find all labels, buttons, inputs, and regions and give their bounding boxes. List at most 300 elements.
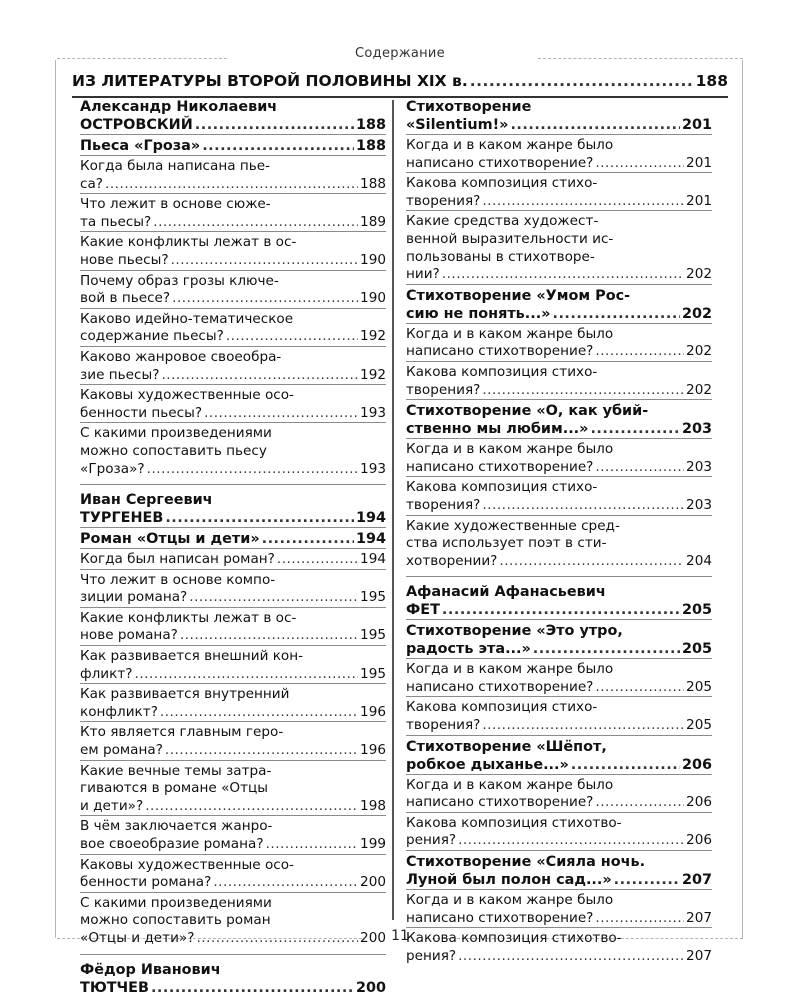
toc-entry-last-line: [80, 328, 386, 346]
toc-entry[interactable]: [80, 760, 386, 816]
entry-title: творения?: [406, 192, 481, 209]
toc-entry-line: [406, 661, 712, 679]
toc-heading[interactable]: [406, 96, 712, 134]
toc-entry-line: [80, 443, 386, 461]
toc-heading[interactable]: [80, 527, 386, 548]
toc-entry-line: [80, 158, 386, 176]
leader-dots: [160, 704, 358, 722]
toc-entry-line: [80, 895, 386, 913]
entry-text: Какие конфликты лежат в ос-: [80, 234, 297, 251]
entry-text: Как развивается внешний кон-: [80, 648, 304, 665]
entry-title: рения?: [406, 947, 457, 964]
toc-entry-line: [80, 961, 386, 979]
toc-entry[interactable]: [406, 515, 712, 571]
toc-entry[interactable]: [80, 721, 386, 759]
leader-dots: [277, 551, 358, 569]
toc-entry-line: [80, 273, 386, 291]
leader-dots: [470, 68, 694, 94]
toc-entry-line: [80, 857, 386, 875]
entry-page: 195: [360, 627, 386, 644]
entry-title: фликт?: [80, 665, 133, 682]
leader-dots: [595, 343, 684, 361]
toc-entry-line: [80, 572, 386, 590]
entry-page: 195: [360, 589, 386, 606]
entry-text: можно сопоставить роман: [80, 912, 271, 929]
toc-heading[interactable]: [406, 576, 712, 619]
entry-page: 202: [681, 305, 712, 322]
entry-title: зиции романа?: [80, 589, 188, 606]
entry-text: Кто является главным геро-: [80, 724, 284, 741]
entry-text: венной выразительности ис-: [406, 230, 614, 247]
entry-page: 207: [686, 909, 712, 926]
leader-dots: [571, 756, 680, 774]
toc-entry[interactable]: [406, 812, 712, 850]
entry-text: Когда и в каком жанре было: [406, 661, 614, 678]
toc-entry[interactable]: [406, 658, 712, 696]
section-banner[interactable]: [72, 68, 728, 98]
leader-dots: [266, 836, 358, 854]
entry-text: В чём заключается жанро-: [80, 818, 273, 835]
toc-entry[interactable]: [406, 323, 712, 361]
leader-dots: [510, 116, 680, 134]
leader-dots: [202, 137, 354, 155]
toc-entry[interactable]: [80, 569, 386, 607]
entry-page: 201: [681, 117, 712, 133]
leader-dots: [226, 328, 358, 346]
toc-entry-line: [406, 326, 712, 344]
entry-title: бенности пьесы?: [80, 404, 203, 421]
entry-page: 189: [360, 213, 386, 230]
entry-page: 195: [360, 665, 386, 682]
toc-entry-line: [406, 402, 712, 420]
entry-page: 194: [355, 510, 386, 527]
entry-text: Как развивается внутренний: [80, 686, 290, 703]
toc-entry-last-line: [80, 290, 386, 308]
entry-title: зие пьесы?: [80, 366, 160, 383]
leader-dots: [195, 116, 354, 134]
leader-dots: [204, 405, 358, 423]
toc-entry-line: [406, 535, 712, 553]
toc-entry-line: [80, 648, 386, 666]
entry-text: Когда и в каком жанре было: [406, 441, 614, 458]
toc-entry[interactable]: [406, 774, 712, 812]
entry-page: 206: [681, 756, 712, 773]
leader-dots: [482, 193, 684, 211]
toc-entry-last-line: [406, 756, 712, 774]
entry-page: 201: [686, 192, 712, 209]
toc-heading[interactable]: [80, 484, 386, 527]
leader-dots: [213, 874, 358, 892]
entry-page: 205: [681, 602, 712, 619]
toc-entry[interactable]: [406, 172, 712, 210]
toc-entry[interactable]: [80, 422, 386, 478]
leader-dots: [153, 214, 358, 232]
entry-text: гиваются в романе «Отцы: [80, 780, 269, 797]
entry-text: Когда и в каком жанре было: [406, 137, 614, 153]
column-divider: [392, 100, 394, 920]
entry-text: С какими произведениями: [80, 425, 272, 442]
entry-text: Каковы художественные осо-: [80, 387, 294, 404]
toc-entry-line: [406, 213, 712, 231]
toc-entry-line: [80, 491, 386, 509]
entry-text: С какими произведениями: [80, 894, 272, 911]
entry-text: Какова композиция стихо-: [406, 699, 598, 716]
entry-text: Каково жанровое своеобра-: [80, 348, 282, 365]
leader-dots: [595, 459, 684, 477]
entry-text: Какие средства художест-: [406, 213, 599, 230]
entry-text: Когда и в каком жанре было: [406, 325, 614, 342]
entry-text: ства использует поэт в сти-: [406, 535, 607, 552]
entry-title: сию не понять...»: [406, 305, 551, 322]
toc-entry-last-line: [80, 798, 386, 816]
toc-entry-last-line: [80, 116, 386, 134]
leader-dots: [105, 176, 358, 194]
leader-dots: [595, 910, 684, 928]
entry-title: ФЕТ: [406, 602, 440, 619]
toc-entry-last-line: [80, 509, 386, 527]
leader-dots: [595, 679, 684, 697]
toc-entry-last-line: [406, 640, 712, 658]
toc-entry[interactable]: [80, 193, 386, 231]
toc-entry-line: [406, 98, 712, 116]
entry-text: Когда и в каком жанре было: [406, 776, 614, 793]
toc-entry-last-line: [406, 266, 712, 284]
entry-title: написано стихотворение?: [406, 154, 594, 171]
entry-page: 193: [360, 460, 386, 477]
entry-page: 188: [360, 175, 386, 192]
entry-title: написано стихотворение?: [406, 678, 594, 695]
toc-entry-last-line: [406, 832, 712, 850]
toc-entry-last-line: [80, 137, 386, 155]
entry-page: 196: [360, 703, 386, 720]
entry-title: нове пьесы?: [80, 251, 169, 268]
entry-page: 200: [360, 874, 386, 891]
toc-entry-line: [80, 311, 386, 329]
toc-entry-last-line: [80, 589, 386, 607]
entry-page: 205: [681, 641, 712, 658]
toc-entry-last-line: [406, 382, 712, 400]
toc-heading[interactable]: [406, 735, 712, 774]
entry-text: Когда была написана пье-: [80, 158, 271, 174]
toc-entry-last-line: [406, 717, 712, 735]
leader-dots: [499, 553, 684, 571]
entry-title: написано стихотворение?: [406, 458, 594, 475]
entry-title: творения?: [406, 496, 481, 513]
entry-title: рения?: [406, 832, 457, 849]
toc-heading[interactable]: [80, 134, 386, 155]
toc-entry-last-line: [406, 794, 712, 812]
toc-entry-last-line: [406, 910, 712, 928]
toc-entry[interactable]: [406, 696, 712, 734]
entry-text: Что лежит в основе компо-: [80, 571, 276, 588]
toc-entry-line: [406, 364, 712, 382]
toc-heading[interactable]: [80, 96, 386, 134]
entry-page: 206: [686, 832, 712, 849]
entry-page: 205: [686, 717, 712, 734]
leader-dots: [482, 382, 684, 400]
toc-entry[interactable]: [80, 607, 386, 645]
section-banner-title: ИЗ ЛИТЕРАТУРЫ ВТОРОЙ ПОЛОВИНЫ XIX в.: [72, 72, 468, 90]
toc-heading[interactable]: [406, 399, 712, 438]
toc-entry[interactable]: [406, 889, 712, 927]
leader-dots: [442, 601, 680, 619]
leader-dots: [180, 627, 358, 645]
toc-entry[interactable]: [80, 155, 386, 193]
entry-text: Когда и в каком жанре было: [406, 892, 614, 909]
toc-entry-last-line: [406, 497, 712, 515]
entry-page: 207: [686, 947, 712, 964]
entry-text: Какова композиция стихотво-: [406, 930, 622, 947]
toc-entry-line: [80, 387, 386, 405]
leader-dots: [165, 742, 358, 760]
toc-entry-last-line: [406, 553, 712, 571]
toc-entry-last-line: [406, 601, 712, 619]
entry-text: Какие конфликты лежат в ос-: [80, 609, 297, 626]
toc-entry[interactable]: [80, 270, 386, 308]
entry-text: Стихотворение «Сияла ночь.: [406, 854, 646, 871]
toc-entry-line: [406, 738, 712, 756]
toc-entry-line: [80, 234, 386, 252]
entry-title: бенности романа?: [80, 874, 212, 891]
entry-page: 201: [686, 154, 712, 171]
entry-text: Какие вечные темы затра-: [80, 762, 272, 779]
entry-page: 204: [686, 552, 712, 569]
toc-entry-last-line: [80, 405, 386, 423]
entry-text: Какова композиция стихо-: [406, 175, 598, 192]
toc-entry[interactable]: [80, 683, 386, 721]
entry-page: 194: [355, 531, 386, 548]
entry-title: и дети»?: [80, 797, 144, 814]
entry-title: ТЮТЧЕВ: [80, 979, 149, 996]
toc-entry-last-line: [80, 530, 386, 548]
entry-page: 194: [360, 551, 386, 568]
toc-entry-last-line: [406, 679, 712, 697]
entry-page: 188: [355, 117, 386, 133]
entry-page: 203: [686, 496, 712, 513]
entry-page: 205: [686, 678, 712, 695]
toc-entry-line: [406, 231, 712, 249]
toc-entry-line: [406, 853, 712, 871]
toc-entry-last-line: [80, 461, 386, 479]
toc-entry-line: [406, 622, 712, 640]
entry-title: са?: [80, 175, 104, 192]
entry-page: 202: [686, 381, 712, 398]
entry-text: Стихотворение «Шёпот,: [406, 738, 607, 755]
leader-dots: [482, 717, 684, 735]
entry-title: ОСТРОВСКИЙ: [80, 117, 193, 133]
toc-entry[interactable]: [80, 231, 386, 269]
toc-entry[interactable]: [80, 346, 386, 384]
entry-page: 199: [360, 836, 386, 852]
leader-dots: [165, 509, 354, 527]
toc-entry-last-line: [80, 742, 386, 760]
toc-entry-last-line: [80, 214, 386, 232]
toc-entry-last-line: [80, 666, 386, 684]
leader-dots: [135, 666, 359, 684]
leader-dots: [189, 589, 358, 607]
entry-title: «Отцы и дети»?: [80, 929, 195, 946]
leader-dots: [171, 252, 358, 270]
toc-entry-line: [406, 441, 712, 459]
toc-entry-last-line: [80, 176, 386, 194]
leader-dots: [151, 979, 354, 997]
toc-entry-line: [80, 780, 386, 798]
section-banner-page: 188: [695, 72, 728, 90]
toc-entry-line: [406, 175, 712, 193]
toc-entry-line: [406, 518, 712, 536]
entry-text: Стихотворение «О, как убий-: [406, 403, 649, 420]
entry-page: 192: [360, 366, 386, 383]
entry-text: пользованы в стихотворе-: [406, 248, 595, 265]
leader-dots: [552, 305, 679, 323]
toc-entry[interactable]: [80, 384, 386, 422]
entry-title: ственно мы любим...»: [406, 421, 589, 438]
toc-heading[interactable]: [406, 619, 712, 658]
running-header: Содержание: [355, 46, 445, 61]
entry-title: та пьесы?: [80, 213, 152, 230]
toc-entry[interactable]: [406, 210, 712, 283]
toc-entry-last-line: [80, 704, 386, 722]
toc-entry-line: [80, 98, 386, 116]
entry-title: вое своеобразие романа?: [80, 836, 264, 852]
entry-page: 200: [360, 929, 386, 946]
entry-text: Александр Николаевич: [80, 99, 278, 115]
entry-text: Какова композиция стихо-: [406, 363, 598, 380]
entry-page: 190: [360, 290, 386, 307]
leader-dots: [482, 497, 684, 515]
toc-entry[interactable]: [406, 361, 712, 399]
entry-title: Луной был полон сад...»: [406, 872, 612, 889]
entry-title: хотворении?: [406, 552, 498, 569]
entry-text: Какие художественные сред-: [406, 517, 620, 534]
toc-entry-line: [406, 249, 712, 267]
toc-heading[interactable]: [80, 954, 386, 997]
toc-entry-line: [406, 137, 712, 155]
toc-entry-line: [406, 479, 712, 497]
entry-title: ТУРГЕНЕВ: [80, 510, 164, 527]
entry-page: 192: [360, 328, 386, 345]
entry-title: написано стихотворение?: [406, 909, 594, 926]
entry-title: Роман «Отцы и дети»: [80, 531, 260, 548]
toc-entry-line: [80, 425, 386, 443]
toc-entry-line: [406, 777, 712, 795]
toc-entry[interactable]: [80, 548, 386, 569]
toc-entry-last-line: [80, 627, 386, 645]
toc-entry[interactable]: [406, 476, 712, 514]
entry-title: творения?: [406, 717, 481, 734]
entry-title: конфликт?: [80, 703, 158, 720]
toc-entry-line: [80, 724, 386, 742]
toc-entry[interactable]: [80, 308, 386, 346]
entry-title: вой в пьесе?: [80, 290, 171, 307]
entry-page: 196: [360, 742, 386, 759]
entry-text: Иван Сергеевич: [80, 492, 213, 509]
toc-entry[interactable]: [406, 134, 712, 172]
entry-page: 193: [360, 404, 386, 421]
toc-entry-line: [406, 892, 712, 910]
leader-dots: [172, 290, 358, 308]
entry-text: можно сопоставить пьесу: [80, 442, 267, 459]
toc-entry-last-line: [406, 459, 712, 477]
entry-page: 200: [355, 979, 386, 996]
leader-dots: [614, 871, 680, 889]
entry-title: нове романа?: [80, 627, 178, 644]
entry-text: Стихотворение «Это утро,: [406, 623, 623, 640]
leader-dots: [595, 794, 684, 812]
toc-entry-line: [406, 699, 712, 717]
entry-page: 203: [681, 421, 712, 438]
toc-entry-line: [80, 349, 386, 367]
toc-entry-last-line: [406, 193, 712, 211]
toc-entry-last-line: [80, 836, 386, 854]
leader-dots: [458, 948, 684, 966]
toc-entry[interactable]: [80, 854, 386, 892]
toc-entry-last-line: [80, 367, 386, 385]
toc-entry-last-line: [406, 155, 712, 173]
toc-entry-last-line: [406, 116, 712, 134]
toc-entry-last-line: [406, 420, 712, 438]
entry-text: Какова композиция стихотво-: [406, 814, 622, 831]
entry-title: содержание пьесы?: [80, 328, 224, 345]
entry-text: Что лежит в основе сюже-: [80, 196, 271, 213]
leader-dots: [147, 461, 358, 479]
toc-column-right: [406, 96, 712, 965]
toc-entry-last-line: [406, 948, 712, 966]
entry-title: написано стихотворение?: [406, 343, 594, 360]
toc-heading[interactable]: [406, 850, 712, 889]
entry-text: Почему образ грозы ключе-: [80, 272, 279, 289]
entry-page: 202: [686, 266, 712, 283]
toc-entry-last-line: [80, 874, 386, 892]
leader-dots: [590, 420, 680, 438]
entry-title: робкое дыханье...»: [406, 756, 569, 773]
entry-text: Стихотворение «Умом Рос-: [406, 287, 631, 304]
toc-entry-last-line: [406, 871, 712, 889]
entry-text: Фёдор Иванович: [80, 961, 221, 978]
toc-entry-last-line: [406, 343, 712, 361]
entry-page: 198: [360, 797, 386, 814]
toc-entry-last-line: [80, 979, 386, 997]
entry-title: «Silentium!»: [406, 117, 509, 133]
leader-dots: [458, 832, 684, 850]
entry-page: 202: [686, 343, 712, 360]
entry-title: Когда был написан роман?: [80, 551, 275, 568]
entry-title: ем романа?: [80, 742, 163, 759]
leader-dots: [442, 266, 684, 284]
toc-entry-line: [406, 583, 712, 601]
entry-page: 207: [681, 872, 712, 889]
leader-dots: [262, 530, 354, 548]
toc-entry[interactable]: [406, 438, 712, 476]
toc-entry[interactable]: [80, 815, 386, 853]
toc-entry-line: [80, 763, 386, 781]
entry-page: 188: [355, 138, 386, 154]
toc-entry-line: [406, 287, 712, 305]
leader-dots: [533, 640, 680, 658]
entry-text: Каковы художественные осо-: [80, 856, 294, 873]
toc-entry-line: [80, 818, 386, 836]
entry-title: написано стихотворение?: [406, 794, 594, 811]
toc-entry[interactable]: [80, 645, 386, 683]
toc-heading[interactable]: [406, 284, 712, 323]
leader-dots: [161, 367, 358, 385]
entry-text: Каково идейно-тематическое: [80, 310, 294, 327]
entry-text: Стихотворение: [406, 99, 532, 115]
toc-column-left: [80, 96, 386, 997]
toc-entry-line: [80, 610, 386, 628]
toc-entry-line: [80, 686, 386, 704]
leader-dots: [595, 155, 684, 173]
